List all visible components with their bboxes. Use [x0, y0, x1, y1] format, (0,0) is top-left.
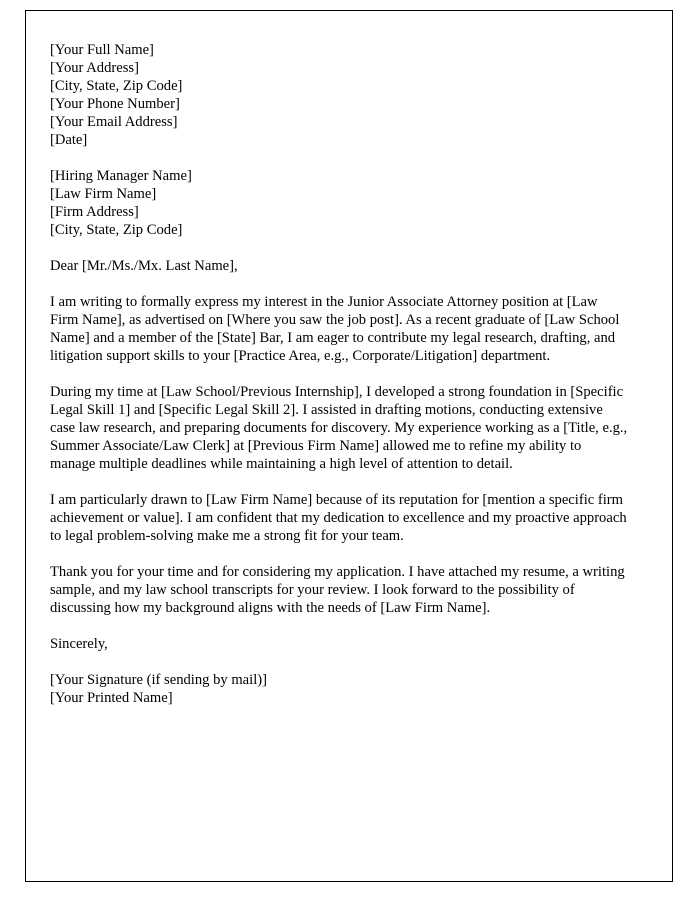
- closing: [50, 635, 628, 653]
- sender-email: [Your Email Address]: [50, 114, 178, 130]
- sender-full-name: [Your Full Name]: [50, 42, 154, 58]
- letter-page: [25, 10, 673, 882]
- letter-content: [26, 11, 672, 745]
- recipient-firm-address: [Firm Address]: [50, 204, 139, 220]
- recipient-hiring-manager: [Hiring Manager Name]: [50, 168, 192, 184]
- recipient-address-block: [50, 167, 628, 239]
- sender-address: [Your Address]: [50, 60, 139, 76]
- recipient-firm-name: [Law Firm Name]: [50, 186, 157, 202]
- body-paragraph-thanks: Thank you for your time and for considering my application. I have attached my resume, a writing sample, and my law school transcripts for your review. I look forward to the possibility of discussing how my background aligns with the needs of [Law Firm Name].: [50, 564, 625, 616]
- salutation-line: Dear [Mr./Ms./Mx. Last Name],: [50, 258, 238, 274]
- recipient-city-state-zip: [City, State, Zip Code]: [50, 222, 183, 238]
- body-paragraph-experience: During my time at [Law School/Previous Internship], I developed a strong foundation in [Specific Legal Skill 1] and [Specific Legal Skill 2]. I assisted in drafting motions, conducting extensive case law research, and preparing documents for discovery. My experience working as a [Title, e.g., Summer Associate/Law Clerk] at [Previous Firm Name] allowed me to refine my ability to manage multiple deadlines while maintaining a high level of attention to detail.: [50, 384, 628, 472]
- body-paragraph-fit: I am particularly drawn to [Law Firm Name] because of its reputation for [mention a specific firm achievement or value]. I am confident that my dedication to excellence and my proactive approach to legal problem-solving make me a strong fit for your team.: [50, 492, 627, 544]
- sender-address-block: [50, 41, 628, 149]
- salutation: [50, 257, 628, 275]
- signature-handwritten-placeholder: [Your Signature (if sending by mail)]: [50, 672, 267, 688]
- signature-printed-name: [Your Printed Name]: [50, 690, 173, 706]
- sender-city-state-zip: [City, State, Zip Code]: [50, 78, 183, 94]
- closing-line: Sincerely,: [50, 636, 108, 652]
- body-paragraph-interest: I am writing to formally express my interest in the Junior Associate Attorney position at [Law Firm Name], as advertised on [Where you saw the job post]. As a recent graduate of [Law School Name] and a member of the [State] Bar, I am eager to contribute my legal research, drafting, and litigation support skills to your [Practice Area, e.g., Corporate/Litigation] department.: [50, 294, 620, 364]
- sender-phone: [Your Phone Number]: [50, 96, 180, 112]
- signature-block: [50, 671, 628, 707]
- letter-date: [Date]: [50, 132, 88, 148]
